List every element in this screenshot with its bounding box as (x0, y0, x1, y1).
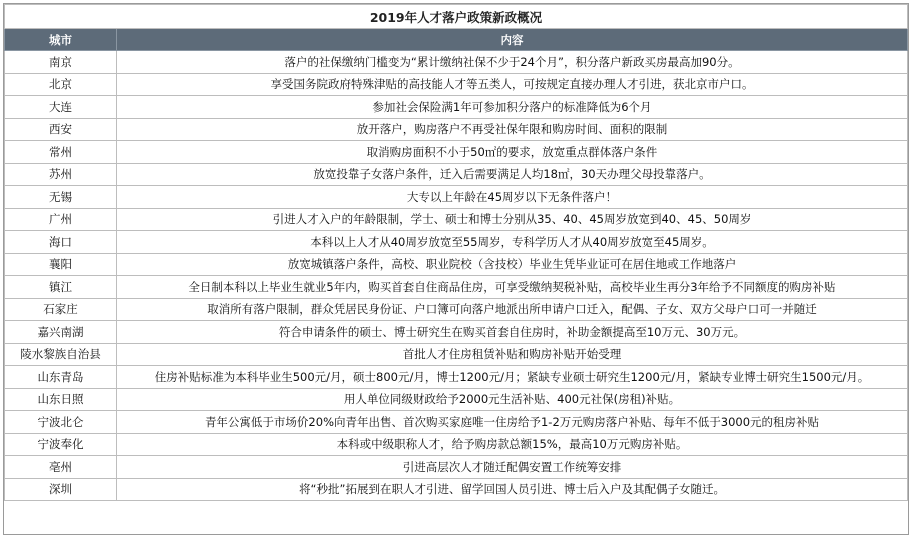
content-cell: 全日制本科以上毕业生就业5年内，购买首套自住商品住房，可享受缴纳契税补贴，高校毕业生再分3年给予不同额度的购房补贴 (117, 276, 908, 299)
table-row (5, 411, 908, 434)
city-cell: 襄阳 (5, 253, 117, 276)
table-row (5, 208, 908, 231)
city-cell: 苏州 (5, 163, 117, 186)
table-row (5, 388, 908, 411)
header-content: 内容 (117, 29, 908, 51)
city-cell: 深圳 (5, 478, 117, 501)
city-cell: 陵水黎族自治县 (5, 343, 117, 366)
table-row (5, 298, 908, 321)
city-cell: 亳州 (5, 456, 117, 479)
header-city: 城市 (5, 29, 117, 51)
content-cell: 首批人才住房租赁补贴和购房补贴开始受理 (117, 343, 908, 366)
table-row (5, 276, 908, 299)
content-cell: 本科或中级职称人才，给予购房款总额15%，最高10万元购房补贴。 (117, 433, 908, 456)
city-cell: 大连 (5, 96, 117, 119)
table-row (5, 186, 908, 209)
city-cell: 南京 (5, 51, 117, 74)
policy-table-body (5, 5, 908, 501)
content-cell: 放宽投靠子女落户条件，迁入后需要满足人均18㎡，30天办理父母投靠落户。 (117, 163, 908, 186)
content-cell: 参加社会保险满1年可参加积分落户的标准降低为6个月 (117, 96, 908, 119)
city-cell: 西安 (5, 118, 117, 141)
table-row (5, 231, 908, 254)
city-cell: 宁波奉化 (5, 433, 117, 456)
table-row (5, 253, 908, 276)
content-cell: 符合申请条件的硕士、博士研究生在购买首套自住房时，补助金额提高至10万元、30万元。 (117, 321, 908, 344)
table-row (5, 456, 908, 479)
city-cell: 海口 (5, 231, 117, 254)
city-cell: 山东日照 (5, 388, 117, 411)
content-cell: 取消所有落户限制，群众凭居民身份证、户口簿可向落户地派出所申请户口迁入，配偶、子女、双方父母户口可一并随迁 (117, 298, 908, 321)
table-row (5, 343, 908, 366)
content-cell: 享受国务院政府特殊津贴的高技能人才等五类人，可按规定直接办理人才引进，获北京市户口。 (117, 73, 908, 96)
city-cell: 北京 (5, 73, 117, 96)
table-header-row (5, 29, 908, 51)
content-cell: 大专以上年龄在45周岁以下无条件落户！ (117, 186, 908, 209)
city-cell: 无锡 (5, 186, 117, 209)
content-cell: 将“秒批”拓展到在职人才引进、留学回国人员引进、博士后入户及其配偶子女随迁。 (117, 478, 908, 501)
city-cell: 广州 (5, 208, 117, 231)
policy-table-frame (3, 3, 909, 535)
table-row (5, 118, 908, 141)
content-cell: 放开落户，购房落户不再受社保年限和购房时间、面积的限制 (117, 118, 908, 141)
table-row (5, 433, 908, 456)
content-cell: 住房补贴标准为本科毕业生500元/月，硕士800元/月，博士1200元/月；紧缺专业硕士研究生1200元/月，紧缺专业博士研究生1500元/月。 (117, 366, 908, 389)
content-cell: 放宽城镇落户条件，高校、职业院校（含技校）毕业生凭毕业证可在居住地或工作地落户 (117, 253, 908, 276)
city-cell: 常州 (5, 141, 117, 164)
city-cell: 嘉兴南湖 (5, 321, 117, 344)
content-cell: 青年公寓低于市场价20%向青年出售、首次购买家庭唯一住房给予1-2万元购房落户补贴、每年不低于3000元的租房补贴 (117, 411, 908, 434)
table-row (5, 321, 908, 344)
content-cell: 引进高层次人才随迁配偶安置工作统筹安排 (117, 456, 908, 479)
policy-table (4, 4, 908, 501)
content-cell: 用人单位同级财政给予2000元生活补贴、400元社保(房租)补贴。 (117, 388, 908, 411)
table-row (5, 478, 908, 501)
content-cell: 落户的社保缴纳门槛变为“累计缴纳社保不少于24个月”，积分落户新政买房最高加90分。 (117, 51, 908, 74)
content-cell: 引进人才入户的年龄限制，学士、硕士和博士分别从35、40、45周岁放宽到40、45、50周岁 (117, 208, 908, 231)
city-cell: 山东青岛 (5, 366, 117, 389)
table-row (5, 73, 908, 96)
city-cell: 石家庄 (5, 298, 117, 321)
content-cell: 本科以上人才从40周岁放宽至55周岁，专科学历人才从40周岁放宽至45周岁。 (117, 231, 908, 254)
city-cell: 镇江 (5, 276, 117, 299)
city-cell: 宁波北仑 (5, 411, 117, 434)
table-row (5, 141, 908, 164)
content-cell: 取消购房面积不小于50㎡的要求，放宽重点群体落户条件 (117, 141, 908, 164)
table-row (5, 163, 908, 186)
table-row (5, 366, 908, 389)
table-row (5, 51, 908, 74)
table-title-row (5, 5, 908, 29)
table-title: 2019年人才落户政策新政概况 (5, 5, 908, 29)
table-row (5, 96, 908, 119)
